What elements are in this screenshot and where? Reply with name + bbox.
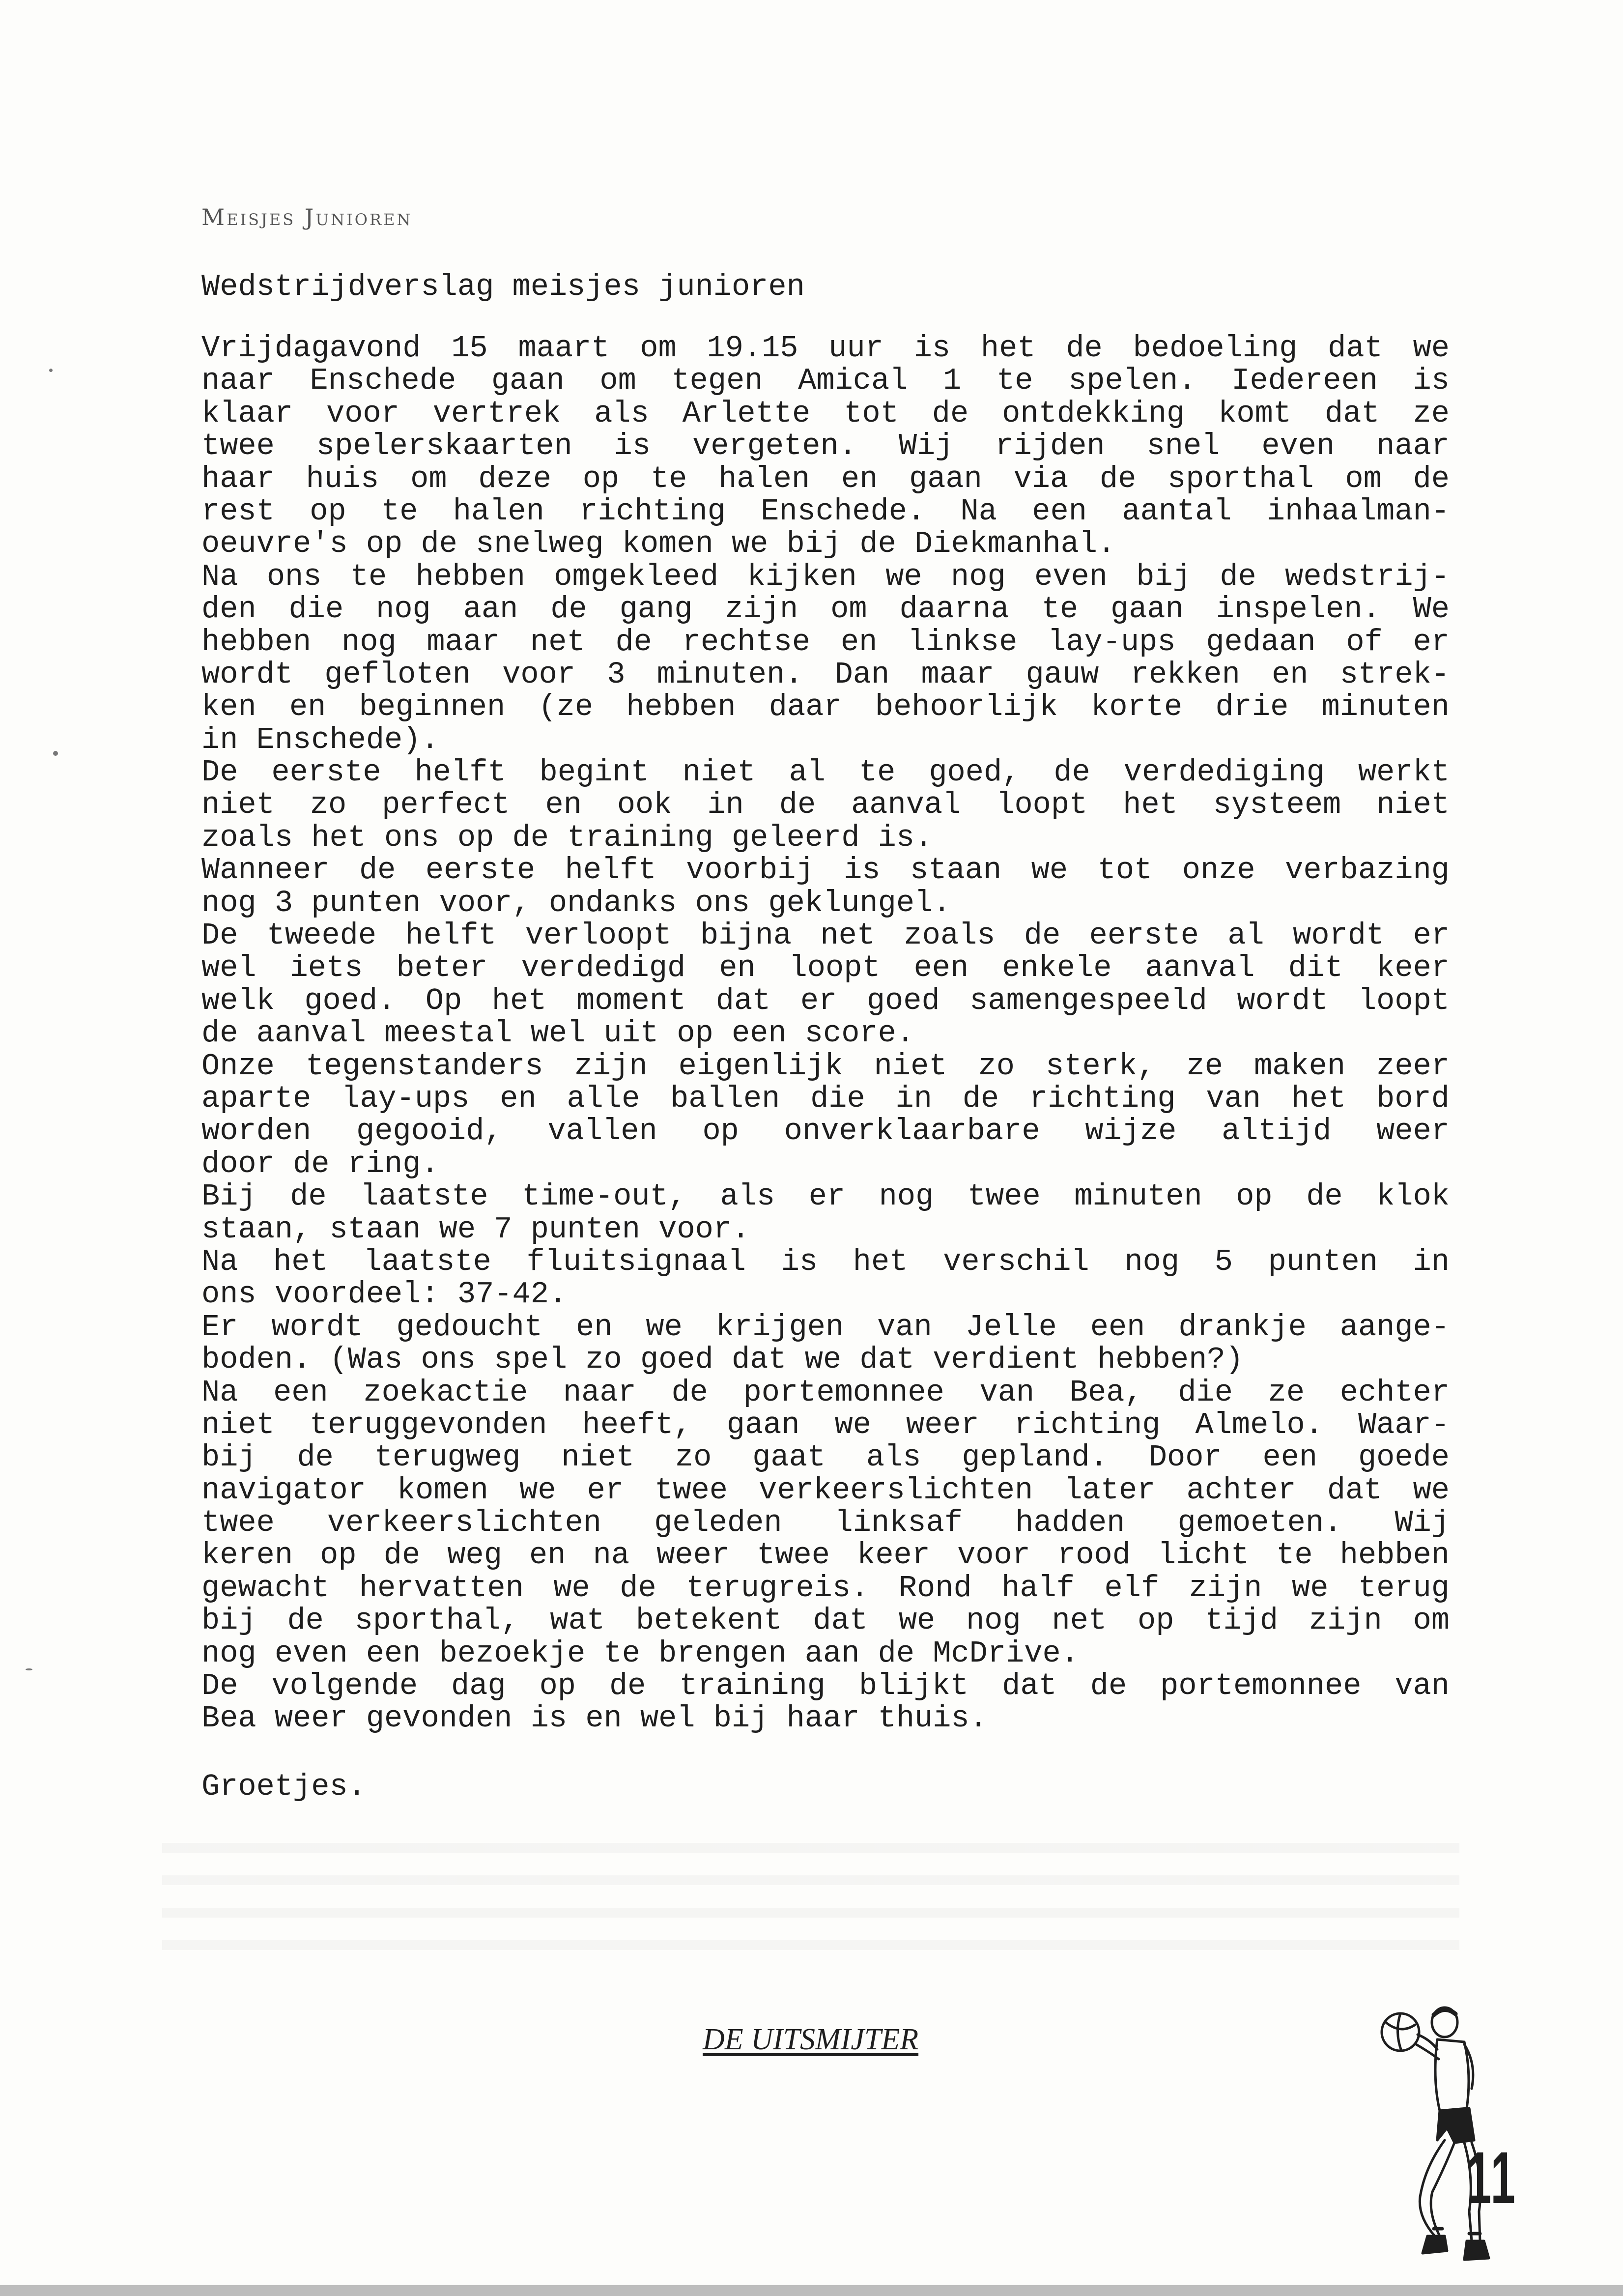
- body-line: Er wordt gedoucht en we krijgen van Jelle een drankje aange-: [201, 1311, 1450, 1344]
- body-line: ken en beginnen (ze hebben daar behoorlijk korte drie minuten: [201, 691, 1450, 724]
- body-line: navigator komen we er twee verkeerslichten later achter dat we: [201, 1474, 1450, 1507]
- body-line: door de ring.: [201, 1148, 439, 1181]
- body-line: naar Enschede gaan om tegen Amical 1 te spelen. Iedereen is: [201, 365, 1450, 398]
- body-line: haar huis om deze op te halen en gaan via de sporthal om de: [201, 462, 1450, 495]
- body-line: klaar voor vertrek als Arlette tot de ontdekking komt dat ze: [201, 397, 1450, 430]
- body-line: aparte lay-ups en alle ballen die in de richting van het bord: [201, 1082, 1450, 1116]
- body-line: De eerste helft begint niet al te goed, de verdediging werkt: [201, 756, 1450, 789]
- body-line: welk goed. Op het moment dat er goed samengespeeld wordt loopt: [201, 984, 1450, 1018]
- body-line: hebben nog maar net de rechtse en linkse lay-ups gedaan of er: [201, 626, 1450, 659]
- body-line: gewacht hervatten we de terugreis. Rond half elf zijn we terug: [201, 1572, 1450, 1605]
- body-line: staan, staan we 7 punten voor.: [201, 1213, 750, 1246]
- body-line: Vrijdagavond 15 maart om 19.15 uur is het de bedoeling dat we: [201, 332, 1450, 365]
- body-line: den die nog aan de gang zijn om daarna te gaan inspelen. We: [201, 593, 1450, 626]
- body-line: de aanval meestal wel uit op een score.: [201, 1017, 915, 1050]
- body-line: Bij de laatste time-out, als er nog twee minuten op de klok: [201, 1180, 1450, 1213]
- body-line: Wanneer de eerste helft voorbij is staan we tot onze verbazing: [201, 854, 1450, 887]
- body-line: wordt gefloten voor 3 minuten. Dan maar gauw rekken en strek-: [201, 658, 1450, 691]
- body-line: Na een zoekactie naar de portemonnee van Bea, die ze echter: [201, 1376, 1450, 1409]
- body-line: twee verkeerslichten geleden linksaf hadden gemoeten. Wij: [201, 1507, 1450, 1540]
- body-line: bij de sporthal, wat betekent dat we nog net op tijd zijn om: [201, 1605, 1450, 1637]
- section-label: Meisjes Junioren: [201, 204, 413, 230]
- body-line: bij de terugweg niet zo gaat als gepland. Door een goede: [201, 1441, 1450, 1474]
- body-line: worden gegooid, vallen op onverklaarbare wijze altijd weer: [201, 1115, 1450, 1148]
- body-line: keren op de weg en na weer twee keer voor rood licht te hebben: [201, 1539, 1450, 1572]
- bleed-through-shadow: [162, 1828, 1459, 1966]
- body-line: zoals het ons op de training geleerd is.: [201, 821, 933, 855]
- body-line: rest op te halen richting Enschede. Na een aantal inhaalman-: [201, 495, 1450, 528]
- body-line: ons voordeel: 37-42.: [201, 1278, 568, 1311]
- scan-speck: [53, 751, 58, 756]
- body-line: niet teruggevonden heeft, gaan we weer richting Almelo. Waar-: [201, 1408, 1450, 1442]
- body-line: nog even een bezoekje te brengen aan de McDrive.: [201, 1637, 1079, 1670]
- body-line: in Enschede).: [201, 723, 439, 757]
- scan-edge: [0, 2285, 1623, 2296]
- body-line: twee spelerskaarten is vergeten. Wij rijden snel even naar: [201, 430, 1450, 463]
- body-line: wel iets beter verdedigd en loopt een enkele aanval dit keer: [201, 952, 1450, 985]
- scan-speck: [49, 369, 53, 372]
- body-line: niet zo perfect en ook in de aanval loopt het systeem niet: [201, 789, 1450, 822]
- body-line: Na ons te hebben omgekleed kijken we nog even bij de wedstrij-: [201, 560, 1450, 594]
- closing-text: Groetjes.: [201, 1769, 366, 1804]
- body-line: Bea weer gevonden is en wel bij haar thuis.: [201, 1702, 988, 1735]
- magazine-name: DE UITSMIJTER: [703, 2023, 919, 2056]
- body-line: Onze tegenstanders zijn eigenlijk niet zo sterk, ze maken zeer: [201, 1050, 1450, 1083]
- body-line: De volgende dag op de training blijkt dat de portemonnee van: [201, 1670, 1450, 1703]
- scan-speck: [26, 1668, 32, 1670]
- body-line: boden. (Was ons spel zo goed dat we dat verdient hebben?): [201, 1344, 1244, 1377]
- body-line: De tweede helft verloopt bijna net zoals de eerste al wordt er: [201, 919, 1450, 952]
- report-body: [201, 332, 1450, 1735]
- page-number: 11: [1467, 2136, 1517, 2219]
- body-line: oeuvre's op de snelweg komen we bij de Diekmanhal.: [201, 528, 1116, 561]
- body-line: Na het laatste fluitsignaal is het verschil nog 5 punten in: [201, 1245, 1450, 1279]
- body-line: nog 3 punten voor, ondanks ons geklungel.: [201, 887, 951, 920]
- report-title: Wedstrijdverslag meisjes junioren: [201, 269, 805, 304]
